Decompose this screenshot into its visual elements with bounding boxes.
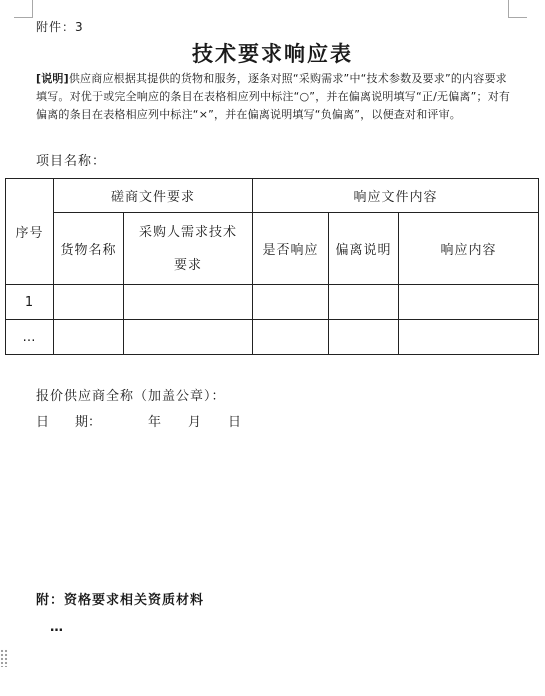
cell-buyer-requirements[interactable] [124, 320, 253, 355]
appendix-ellipsis: … [50, 620, 63, 635]
table-row [6, 320, 539, 355]
date-row [36, 411, 296, 431]
table-header-group-row [6, 179, 539, 213]
row-seq: … [6, 320, 54, 355]
date-year: 年 [148, 415, 162, 430]
cell-goods-name[interactable] [54, 285, 124, 320]
cell-deviation[interactable] [329, 285, 399, 320]
note-tag: [说明] [36, 72, 69, 85]
col-header-goods-name: 货物名称 [54, 213, 124, 285]
document-title: 技术要求响应表 [192, 41, 353, 66]
buyer-req-line-2: 要求 [174, 257, 203, 273]
table-header-column-row [6, 213, 539, 285]
cell-deviation[interactable] [329, 320, 399, 355]
col-header-response-content: 响应内容 [399, 213, 539, 285]
note-text: 供应商应根据其提供的货物和服务，逐条对照“采购需求”中“技术参数及要求”的内容要求填写。对优于或完全响应的条目在表格相应列中标注“○”，并在偏离说明填写“正/无偏离”；对有偏离的条目在表格相应列中标注“×”，并在偏离说明填写“负偏离”，以便查对和评审。 [36, 72, 511, 121]
table-row [6, 285, 539, 320]
response-table [5, 178, 539, 355]
instruction-note [36, 70, 511, 124]
attachment-label: 附件：3 [36, 20, 84, 34]
cell-is-responded[interactable] [253, 285, 329, 320]
col-header-deviation: 偏离说明 [329, 213, 399, 285]
group-header-requirements: 磋商文件要求 [54, 179, 253, 213]
cell-response-content[interactable] [399, 285, 539, 320]
col-header-buyer-requirements [124, 213, 253, 285]
cell-is-responded[interactable] [253, 320, 329, 355]
buyer-req-line-1: 采购人需求技术 [139, 224, 238, 240]
cell-goods-name[interactable] [54, 320, 124, 355]
supplier-signature-label: 报价供应商全称（加盖公章）： [36, 389, 226, 404]
row-seq: 1 [6, 285, 54, 320]
col-header-is-responded: 是否响应 [253, 213, 329, 285]
page-corner-mark-right [508, 0, 527, 18]
seq-header: 序号 [6, 179, 54, 285]
page-corner-mark-left [14, 0, 33, 18]
drag-handle-icon[interactable] [0, 649, 8, 667]
appendix-title: 附：资格要求相关资质材料 [36, 593, 205, 608]
group-header-response: 响应文件内容 [253, 179, 539, 213]
date-month: 月 [188, 415, 202, 430]
cell-response-content[interactable] [399, 320, 539, 355]
date-day: 日 [228, 415, 242, 430]
project-name-label: 项目名称： [36, 154, 107, 169]
cell-buyer-requirements[interactable] [124, 285, 253, 320]
date-label: 日 期： [36, 415, 102, 430]
